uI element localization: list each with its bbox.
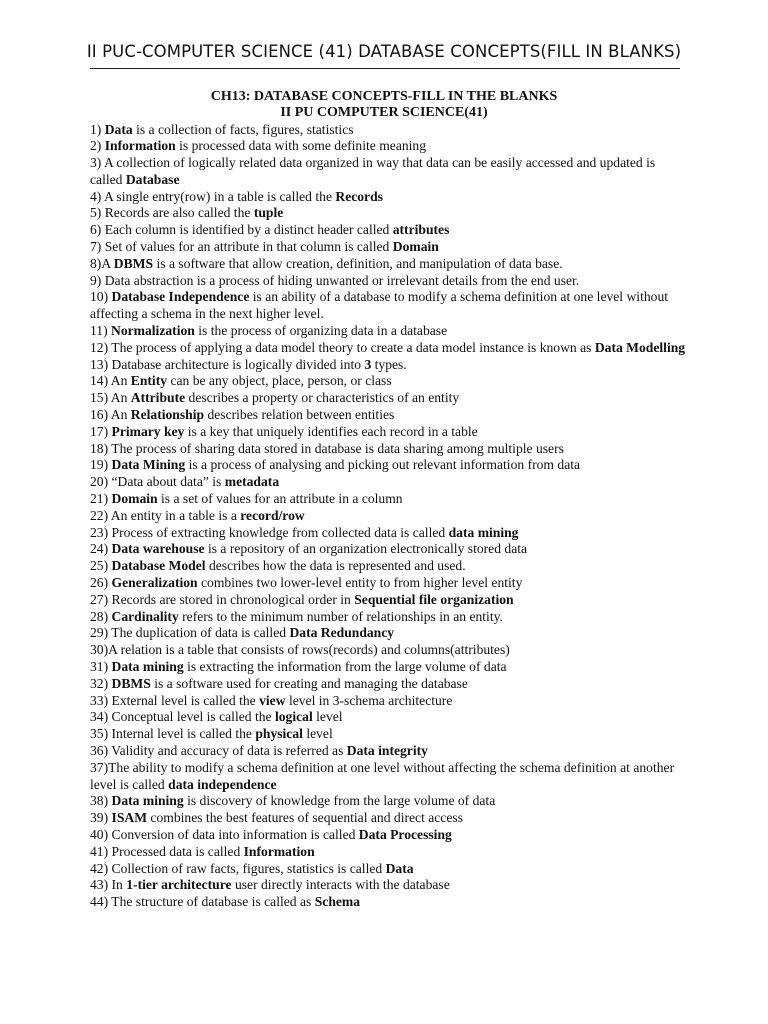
list-item <box>90 793 690 810</box>
answer-term: Data mining <box>111 793 184 809</box>
answer-term: Primary key <box>111 423 185 439</box>
list-item <box>90 138 690 155</box>
answer-term: Data <box>104 121 133 137</box>
answer-term: data independence <box>168 776 277 792</box>
item-text: 42) Collection of raw facts, figures, statistics is called <box>90 860 386 876</box>
item-text: 5) Records are also called the <box>90 205 254 221</box>
answer-term: Schema <box>314 894 361 910</box>
list-item <box>90 205 690 222</box>
item-text: is processed data with some definite meaning <box>175 138 427 154</box>
list-item <box>90 592 690 609</box>
answer-term: 1-tier architecture <box>126 877 232 893</box>
answer-term: Relationship <box>130 407 205 423</box>
item-text: is extracting the information from the large volume of data <box>183 659 507 674</box>
item-text: combines the best features of sequential and direct access <box>147 810 463 826</box>
answer-term: Domain <box>111 491 158 507</box>
item-text: 40) Conversion of data into information is called <box>90 826 359 842</box>
item-text: 33) External level is called the <box>90 692 260 708</box>
item-text: 29) The duplication of data is called <box>90 625 290 641</box>
answer-term: Database Model <box>111 558 206 574</box>
answer-term: Database <box>125 171 180 187</box>
item-text: 18) The process of sharing data stored in database is data sharing among multiple users <box>90 440 564 456</box>
item-text: 20) “Data about data” is <box>90 474 225 490</box>
item-text: is discovery of knowledge from the large volume of data <box>183 793 496 809</box>
answer-term: tuple <box>253 205 284 221</box>
item-text: refers to the minimum number of relationships in an entity. <box>178 608 503 624</box>
item-text: 11) <box>90 323 112 339</box>
list-item <box>90 844 690 861</box>
list-item <box>90 474 690 491</box>
header-rule <box>90 68 680 69</box>
item-text: is a process of analysing and picking out relevant information from data <box>185 457 581 473</box>
item-text: 26) <box>90 575 112 591</box>
document-subtitle: II PU COMPUTER SCIENCE(41) <box>280 105 488 120</box>
answer-term: 3 <box>364 356 372 372</box>
item-text: 32) <box>90 675 112 691</box>
item-text: level <box>312 709 343 725</box>
list-item <box>90 659 690 676</box>
list-item <box>90 625 690 642</box>
answer-term: Cardinality <box>111 608 179 624</box>
item-text: 7) Set of values for an attribute in that column is called <box>90 239 393 255</box>
list-item <box>90 273 690 290</box>
item-text: 38) <box>90 793 112 809</box>
item-text: 15) An <box>90 390 131 406</box>
item-text: 25) <box>90 558 112 574</box>
answer-term: Data Redundancy <box>289 625 395 641</box>
item-text: 21) <box>90 491 112 507</box>
item-text: level in 3-schema architecture <box>285 692 453 708</box>
item-text: 31) <box>90 659 112 674</box>
item-text: 34) Conceptual level is called the <box>90 709 275 725</box>
item-text: is an ability of a database to modify a schema definition at one level without affecting a schema in the next higher level. <box>90 289 669 322</box>
item-text: level <box>302 726 333 742</box>
answer-term: Records <box>335 188 383 204</box>
answer-term: Domain <box>392 239 439 255</box>
answer-term: record/row <box>240 507 305 523</box>
item-text: describes how the data is represented and used. <box>205 558 466 574</box>
answer-term: Data Mining <box>111 457 186 473</box>
item-text: 14) An <box>90 373 131 389</box>
list-item <box>90 491 690 508</box>
list-item <box>90 743 690 760</box>
answer-term: DBMS <box>113 255 154 271</box>
item-text: 6) Each column is identified by a distinct header called <box>90 222 393 238</box>
answer-term: Database Independence <box>111 289 250 305</box>
list-item <box>90 189 690 206</box>
answer-term: metadata <box>224 474 280 490</box>
answer-term: Sequential file organization <box>354 591 514 607</box>
item-text: user directly interacts with the database <box>231 877 450 893</box>
item-text: 27) Records are stored in chronological order in <box>90 591 355 607</box>
document-title: CH13: DATABASE CONCEPTS-FILL IN THE BLANKS <box>210 89 558 104</box>
list-item <box>90 256 690 273</box>
item-text: types. <box>371 356 407 372</box>
item-text: is a key that uniquely identifies each record in a table <box>184 423 478 439</box>
item-text: 13) Database architecture is logically divided into <box>90 356 365 372</box>
item-text: 23) Process of extracting knowledge from collected data is called <box>90 524 449 540</box>
item-text: 37)The ability to modify a schema definition at one level without affecting the schema definition at another level is called <box>90 759 675 792</box>
item-text: is a repository of an organization electronically stored data <box>204 541 528 557</box>
item-text: 24) <box>90 541 112 557</box>
list-item <box>90 357 690 374</box>
list-item <box>90 508 690 525</box>
answer-term: logical <box>274 709 313 725</box>
item-text: 43) In <box>90 877 127 893</box>
list-item <box>90 575 690 592</box>
item-text: 44) The structure of database is called as <box>90 894 315 910</box>
item-text: 36) Validity and accuracy of data is referred as <box>90 742 347 758</box>
item-text: describes relation between entities <box>204 407 395 423</box>
item-text: is a set of values for an attribute in a column <box>157 491 403 507</box>
list-item <box>90 709 690 726</box>
list-item <box>90 693 690 710</box>
item-text: 22) An entity in a table is a <box>90 507 241 523</box>
list-item <box>90 457 690 474</box>
item-text: 19) <box>90 457 112 473</box>
item-text: 17) <box>90 423 112 439</box>
item-text: 9) Data abstraction is a process of hiding unwanted or irrelevant details from the end user. <box>90 272 580 288</box>
answer-term: Data integrity <box>346 742 428 758</box>
answer-term: ISAM <box>111 810 148 826</box>
item-text: 1) <box>90 121 105 137</box>
item-text: 8)A <box>90 255 114 271</box>
answer-term: Data Modelling <box>594 339 686 355</box>
list-item <box>90 122 690 139</box>
running-header: II PUC-COMPUTER SCIENCE (41) DATABASE CONCEPTS(FILL IN BLANKS) <box>86 42 682 61</box>
answer-term: physical <box>255 726 303 742</box>
answer-term: Data warehouse <box>111 541 205 557</box>
item-text: 4) A single entry(row) in a table is called the <box>90 188 336 204</box>
list-item <box>90 441 690 458</box>
answer-term: Attribute <box>130 390 186 406</box>
answer-term: Generalization <box>111 575 198 591</box>
item-text: describes a property or characteristics of an entity <box>185 390 460 406</box>
list-item <box>90 861 690 878</box>
list-item <box>90 894 690 911</box>
answer-term: attributes <box>392 222 450 238</box>
list-item <box>90 726 690 743</box>
list-item <box>90 390 690 407</box>
answer-term: Information <box>104 138 176 154</box>
list-item <box>90 810 690 827</box>
list-item <box>90 760 690 794</box>
item-text: 28) <box>90 608 112 624</box>
list-item <box>90 289 690 323</box>
list-item <box>90 155 690 189</box>
item-text: 30)A relation is a table that consists of rows(records) and columns(attributes) <box>90 642 510 658</box>
item-text: is a collection of facts, figures, statistics <box>132 121 354 137</box>
list-item <box>90 877 690 894</box>
list-item <box>90 676 690 693</box>
answer-term: Entity <box>130 373 168 389</box>
answer-term: Normalization <box>111 323 195 339</box>
list-item <box>90 373 690 390</box>
item-text: is a software that allow creation, definition, and manipulation of data base. <box>153 255 563 271</box>
list-item <box>90 424 690 441</box>
list-item <box>90 323 690 340</box>
item-text: 35) Internal level is called the <box>90 726 256 742</box>
item-text: 2) <box>90 138 105 154</box>
list-item <box>90 340 690 357</box>
list-item <box>90 222 690 239</box>
answer-term: Data <box>385 860 414 876</box>
answer-term: Data Processing <box>358 826 452 842</box>
item-text: 41) Processed data is called <box>90 843 244 859</box>
list-item <box>90 558 690 575</box>
list-item <box>90 642 690 659</box>
item-text: 3) A collection of logically related data organized in way that data can be easily accessed and updated is called <box>90 155 656 187</box>
item-text: 12) The process of applying a data model theory to create a data model instance is known as <box>90 339 595 355</box>
list-item <box>90 609 690 626</box>
item-text: combines two lower-level entity to from higher level entity <box>197 575 523 591</box>
item-text: 10) <box>90 289 112 305</box>
list-item <box>90 407 690 424</box>
item-text: 16) An <box>90 407 131 423</box>
answer-term: Data mining <box>111 659 184 674</box>
list-item <box>90 541 690 558</box>
answer-term: Information <box>243 843 315 859</box>
list-item <box>90 239 690 256</box>
list-item <box>90 525 690 542</box>
item-text: 39) <box>90 810 112 826</box>
answer-term: view <box>259 692 286 708</box>
list-item <box>90 827 690 844</box>
item-text: is the process of organizing data in a database <box>194 323 448 339</box>
item-text: can be any object, place, person, or class <box>167 373 392 389</box>
answer-term: data mining <box>448 524 519 540</box>
fill-in-blanks-list <box>90 122 690 911</box>
item-text: is a software used for creating and managing the database <box>150 675 468 691</box>
answer-term: DBMS <box>111 675 151 691</box>
